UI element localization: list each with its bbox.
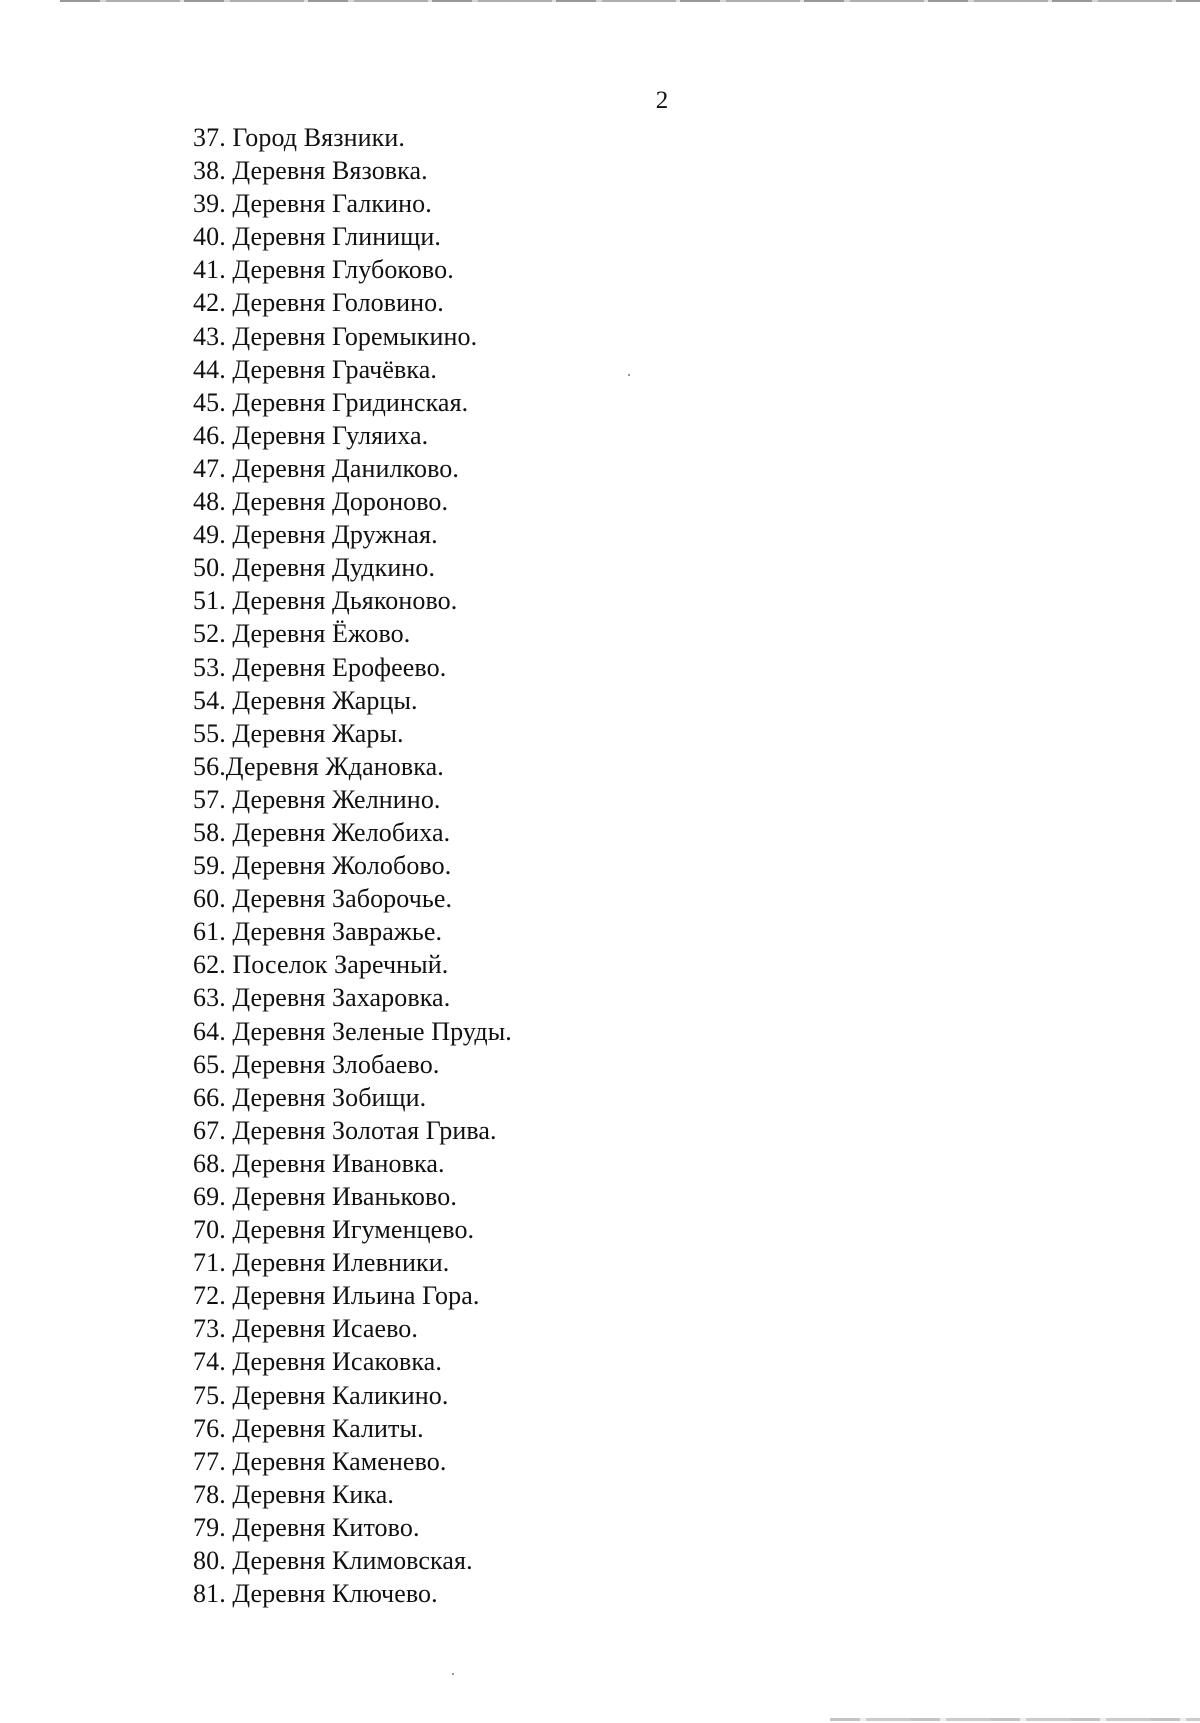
list-item: 53. Деревня Ерофеево. [193, 652, 447, 682]
list-item: 73. Деревня Исаево. [193, 1314, 418, 1344]
list-item: 45. Деревня Гридинская. [193, 387, 469, 417]
list-item: 72. Деревня Ильина Гора. [193, 1281, 480, 1311]
list-item: 80. Деревня Климовская. [193, 1546, 473, 1576]
list-item: 81. Деревня Ключево. [193, 1579, 438, 1609]
scan-top-edge [60, 0, 1200, 2]
list-item: 42. Деревня Головино. [193, 288, 444, 318]
list-item: 77. Деревня Каменево. [193, 1446, 447, 1476]
list-item: 78. Деревня Кика. [193, 1479, 395, 1509]
list-item: 37. Город Вязники. [193, 123, 405, 152]
list-item: 57. Деревня Желнино. [193, 784, 441, 814]
list-item: 49. Деревня Дружная. [193, 520, 438, 550]
list-item: 41. Деревня Глубоково. [193, 255, 454, 285]
list-item: 40. Деревня Глинищи. [193, 222, 442, 252]
list-item: 51. Деревня Дьяконово. [193, 586, 458, 616]
list-item: 46. Деревня Гуляиха. [193, 420, 429, 450]
list-item: 56.Деревня Ждановка. [193, 751, 444, 781]
list-item: 38. Деревня Вязовка. [193, 156, 428, 186]
list-item: 74. Деревня Исаковка. [193, 1347, 442, 1377]
list-item: 39. Деревня Галкино. [193, 189, 432, 219]
list-item: 66. Деревня Зобищи. [193, 1082, 427, 1112]
list-item: 48. Деревня Дороново. [193, 487, 449, 517]
list-item: 67. Деревня Золотая Грива. [193, 1115, 497, 1145]
list-item: 68. Деревня Ивановка. [193, 1148, 445, 1178]
scan-speck [628, 374, 630, 376]
list-item: 61. Деревня Завражье. [193, 917, 443, 947]
scan-speck [452, 1673, 454, 1675]
list-item: 59. Деревня Жолобово. [193, 851, 452, 881]
list-item: 69. Деревня Иваньково. [193, 1182, 457, 1211]
list-item: 52. Деревня Ёжово. [193, 619, 411, 649]
scan-bottom-edge [830, 1718, 1200, 1721]
list-item: 58. Деревня Желобиха. [193, 817, 451, 847]
list-item: 79. Деревня Китово. [193, 1512, 420, 1542]
settlement-list [193, 121, 512, 1610]
list-item: 65. Деревня Злобаево. [193, 1049, 440, 1079]
list-item: 60. Деревня Заборочье. [193, 884, 453, 914]
list-item: 50. Деревня Дудкино. [193, 553, 436, 583]
list-item: 43. Деревня Горемыкино. [193, 321, 478, 351]
list-item: 64. Деревня Зеленые Пруды. [193, 1016, 512, 1046]
list-item: 63. Деревня Захаровка. [193, 983, 451, 1013]
list-item: 44. Деревня Грачёвка. [193, 354, 437, 384]
list-item: 47. Деревня Данилково. [193, 453, 459, 483]
list-item: 70. Деревня Игуменцево. [193, 1215, 475, 1245]
list-item: 75. Деревня Каликино. [193, 1380, 449, 1410]
list-item: 76. Деревня Калиты. [193, 1413, 424, 1443]
list-item: 54. Деревня Жарцы. [193, 685, 418, 715]
list-item: 71. Деревня Илевники. [193, 1248, 450, 1278]
list-item: 62. Поселок Заречный. [193, 950, 449, 980]
list-item: 55. Деревня Жары. [193, 718, 404, 748]
page-number: 2 [655, 87, 669, 114]
